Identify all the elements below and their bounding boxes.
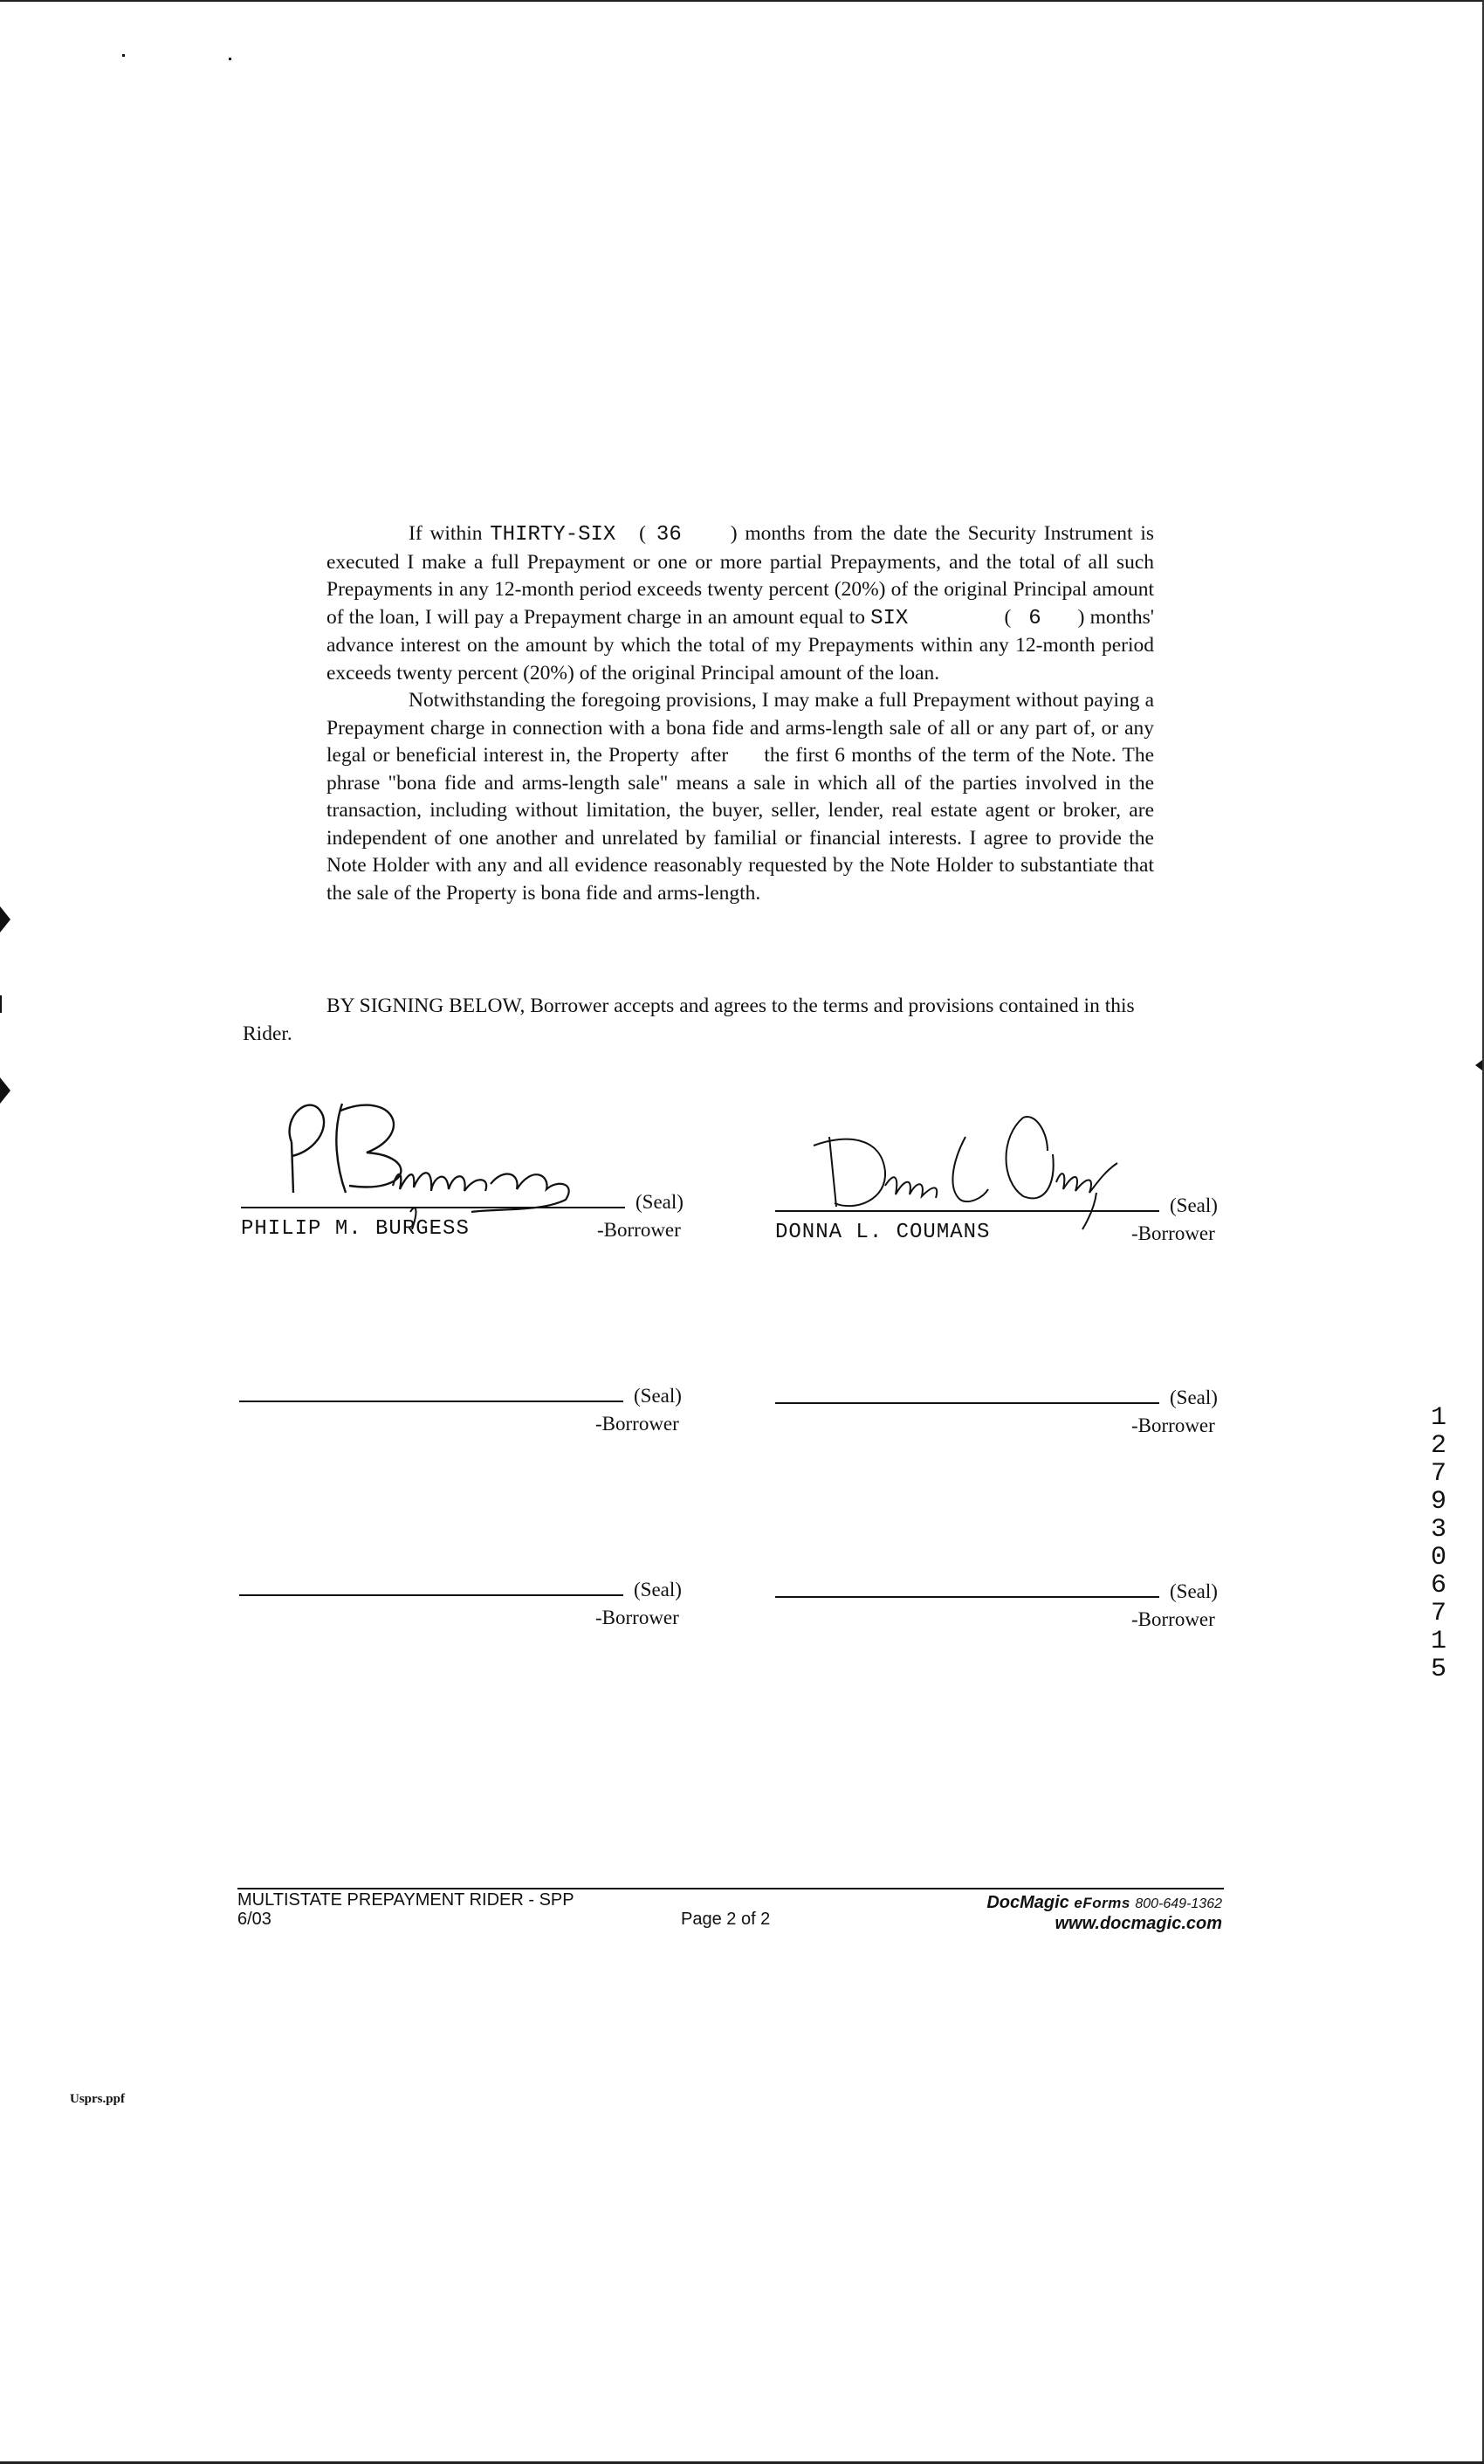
scan-mark-left-3	[0, 1077, 10, 1104]
form-title: MULTISTATE PREPAYMENT RIDER - SPP	[237, 1890, 574, 1910]
signature-block-borrower-2	[775, 1194, 1238, 1271]
scan-mark-left-1	[0, 906, 10, 933]
first-months-number: 6	[835, 744, 846, 767]
prepayment-paragraph: If within THIRTY-SIX ( 36 ) months from the date the Security Instrument is executed I make a full Prepayment or one or more partial Prepayments, and the total of all such Prepayments in any 12-month period exceeds twenty percent (20%) of the original Principal amount of the loan, I will pay a Prepayment charge in an amount equal to SIX ( 6 ) months' advance interest on the amount by which the total of my Prepayments within any 12-month period exceeds twenty percent (20%) of the original Principal amount of the loan.	[326, 522, 1155, 685]
brand-name: DocMagic	[986, 1893, 1069, 1912]
brand-phone: 800-649-1362	[1135, 1896, 1222, 1911]
scan-mark-right	[1475, 1060, 1482, 1070]
footer-form-info	[237, 1890, 574, 1929]
signature-line	[775, 1210, 1159, 1212]
seal-label: (Seal)	[634, 1579, 682, 1600]
signature-block-borrower-6	[775, 1580, 1238, 1657]
borrower-label: -Borrower	[595, 1413, 679, 1435]
seal-label: (Seal)	[634, 1385, 682, 1407]
signature-block-borrower-5	[239, 1579, 702, 1655]
scan-mark-top-1	[122, 54, 125, 57]
page-border-top	[0, 0, 1484, 2]
footer-rule	[237, 1888, 1224, 1889]
page-number: Page 2 of 2	[681, 1910, 771, 1929]
signature-block-borrower-4	[775, 1387, 1238, 1463]
scan-mark-left-2	[0, 995, 2, 1013]
borrower-label: -Borrower	[595, 1607, 679, 1628]
sale-exception-paragraph: Notwithstanding the foregoing provisions, I may make a full Prepayment without paying a Prepayment charge in connection with a bona fide and arms-length sale of all or any part of, or any legal or beneficial interest in, the Property after the first 6 months of the term of the Note. The phrase "bona fide and arms-length sale" means a sale in which all of the parties involved in the transaction, including without limitation, the buyer, seller, lender, real estate agent or broker, are independent of one another and unrelated by familial or financial interests. I agree to provide the Note Holder with any and all evidence reasonably requested by the Note Holder to substantiate that the sale of the Property is bona fide and arms-length.	[326, 689, 1155, 905]
months-number: 6	[1028, 606, 1041, 630]
term-words: THIRTY-SIX	[490, 523, 616, 547]
borrower-label: -Borrower	[597, 1219, 681, 1241]
seal-label: (Seal)	[636, 1191, 684, 1213]
docmagic-branding	[986, 1893, 1222, 1933]
signature-line	[241, 1207, 625, 1208]
signature-line	[775, 1596, 1159, 1598]
seal-label: (Seal)	[1170, 1387, 1218, 1408]
signature-block-borrower-1	[241, 1191, 704, 1268]
form-date: 6/03	[237, 1910, 271, 1929]
recording-stamp: 12793 06715	[1430, 1403, 1446, 1684]
brand-website: www.docmagic.com	[1055, 1914, 1222, 1933]
seal-label: (Seal)	[1170, 1194, 1218, 1216]
rider-body	[326, 520, 1154, 907]
signing-statement: BY SIGNING BELOW, Borrower accepts and agrees to the terms and provisions contained in this Rider.	[243, 995, 1135, 1045]
scan-mark-top-2	[229, 58, 231, 60]
borrower-label: -Borrower	[1131, 1222, 1215, 1244]
signature-line	[775, 1402, 1159, 1404]
signature-block-borrower-3	[239, 1385, 702, 1462]
borrower-2-name: DONNA L. COUMANS	[775, 1221, 991, 1244]
borrower-1-name: PHILIP M. BURGESS	[241, 1217, 470, 1241]
brand-eforms: eForms	[1074, 1895, 1130, 1911]
signature-line	[239, 1401, 623, 1402]
term-number: 36	[656, 523, 682, 547]
borrower-label: -Borrower	[1131, 1414, 1215, 1436]
months-words: SIX	[870, 606, 909, 630]
seal-label: (Seal)	[1170, 1580, 1218, 1602]
borrower-label: -Borrower	[1131, 1608, 1215, 1630]
signature-line	[239, 1594, 623, 1596]
file-code: Usprs.ppf	[70, 2092, 125, 2106]
